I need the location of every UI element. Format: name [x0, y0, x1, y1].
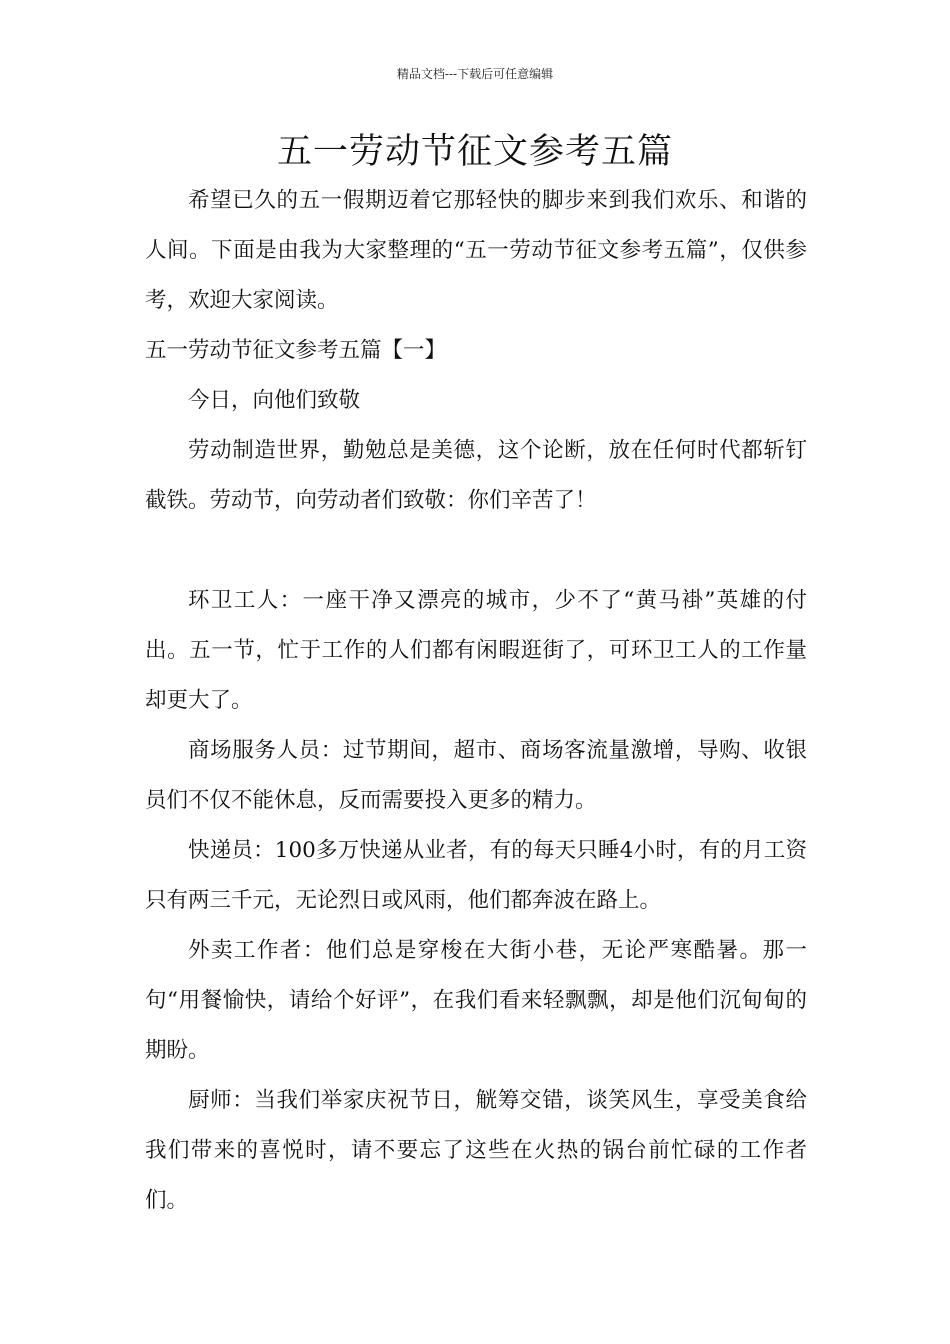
paragraph-delivery: 外卖工作者：他们总是穿梭在大街小巷，无论严寒酷暑。那一句“用餐愉快，请给个好评”，在我们看来轻飘飘，却是他们沉甸甸的期盼。 [145, 938, 807, 1063]
page-header: 精品文档---下载后可任意编辑 [396, 67, 554, 81]
document-body [145, 176, 807, 1226]
document-title: 五一劳动节征文参考五篇 [276, 132, 673, 172]
blank-line [145, 526, 807, 576]
paragraph-chef: 厨师：当我们举家庆祝节日，觥筹交错，谈笑风生，享受美食给我们带来的喜悦时，请不要忘了这些在火热的锅台前忙碌的工作者们。 [145, 1088, 807, 1213]
paragraph-sanitation: 环卫工人：一座干净又漂亮的城市，少不了“黄马褂”英雄的付出。五一节，忙于工作的人们都有闲暇逛街了，可环卫工人的工作量却更大了。 [145, 588, 807, 713]
section-subtitle: 今日，向他们致敬 [188, 388, 361, 413]
intro-paragraph: 希望已久的五一假期迈着它那轻快的脚步来到我们欢乐、和谐的人间。下面是由我为大家整理的“五一劳动节征文参考五篇”，仅供参考，欢迎大家阅读。 [145, 188, 807, 313]
paragraph-mall-staff: 商场服务人员：过节期间，超市、商场客流量激增，导购、收银员们不仅不能休息，反而需要投入更多的精力。 [145, 738, 807, 813]
section-heading: 五一劳动节征文参考五篇【一】 [145, 338, 447, 363]
paragraph-labor: 劳动制造世界，勤勉总是美德，这个论断，放在任何时代都斩钉截铁。劳动节，向劳动者们致敬：你们辛苦了！ [145, 438, 807, 513]
paragraph-courier: 快递员：100多万快递从业者，有的每天只睡4小时，有的月工资只有两三千元，无论烈日或风雨，他们都奔波在路上。 [145, 838, 807, 913]
